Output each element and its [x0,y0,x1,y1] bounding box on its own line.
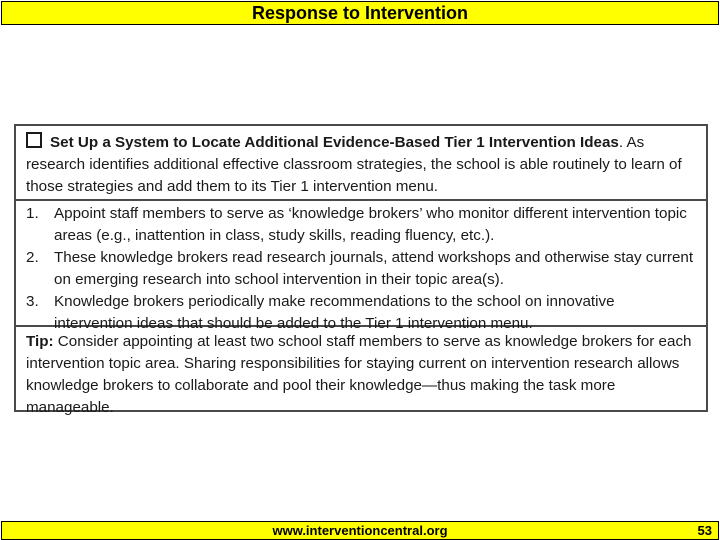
item-text: Appoint staff members to serve as ‘knowledge brokers’ who monitor different intervention topic areas (e.g., inattention in class, study skills, reading fluency, etc.). [54,205,687,244]
strategy-box [14,124,708,416]
page-title: Response to Intervention [251,3,469,23]
item-number: 1. [26,205,39,222]
list-item [26,203,696,247]
strategy-title: Set Up a System to Locate Additional Evidence-Based Tier 1 Intervention Ideas [50,134,619,151]
item-text: These knowledge brokers read research journals, attend workshops and otherwise stay current on emerging research into school intervention in their topic area(s). [54,249,694,288]
tip-section [16,327,706,419]
item-number: 2. [26,249,39,266]
header-bar [1,1,719,25]
footer-url: www.interventioncentral.org [272,523,448,538]
item-text: Knowledge brokers periodically make recommendations to the school on innovative intervention ideas that should be added to the Tier 1 intervention menu. [54,293,615,332]
strategy-heading [16,126,706,201]
tip-label: Tip: [26,333,54,350]
checkbox-icon [26,132,42,148]
strategy-description: . As research identifies additional effective classroom strategies, the school is able routinely to learn of those strategies and add them to its Tier 1 intervention menu. [26,134,682,195]
tip-text: Consider appointing at least two school staff members to serve as knowledge brokers for each intervention topic area. Sharing responsibilities for staying current on intervention research allows knowledge brokers to collaborate and pool their knowledge—thus making the task more manageable. [26,333,692,416]
item-number: 3. [26,293,39,310]
steps-list [26,203,696,335]
footer-bar [1,521,719,540]
list-item [26,291,696,335]
page-number: 53 [697,523,712,538]
list-item [26,247,696,291]
steps-section [16,201,706,332]
